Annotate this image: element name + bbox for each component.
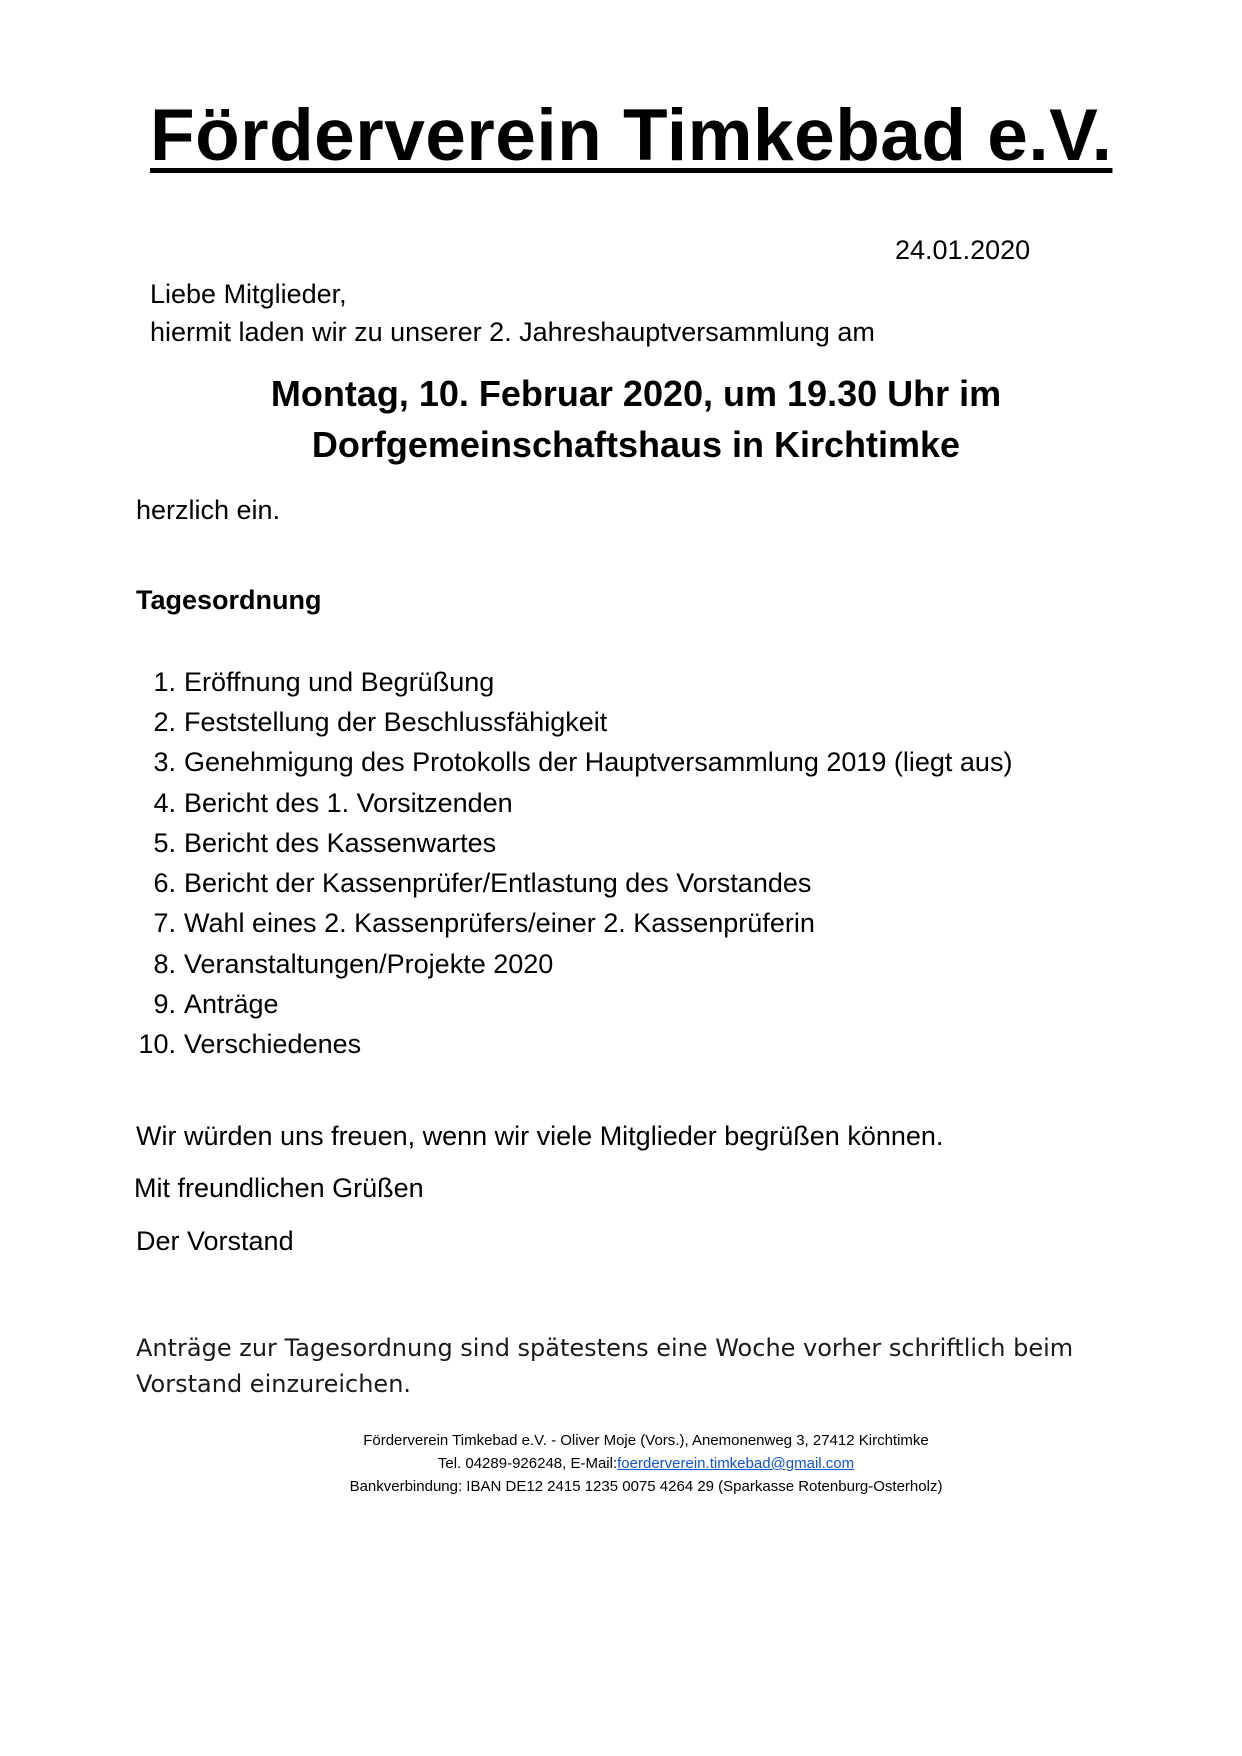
agenda-item: [130, 783, 1012, 823]
agenda-item-number: 1.: [153, 666, 176, 697]
agenda-item-text: Bericht des Kassenwartes: [184, 827, 497, 858]
agenda-item-text: Genehmigung des Protokolls der Hauptversammlung 2019 (liegt aus): [184, 747, 1013, 778]
submission-note: Anträge zur Tagesordnung sind spätestens eine Woche vorher schriftlich beim Vorstand einzureichen.: [136, 1334, 1074, 1398]
agenda-item-number: 8.: [153, 948, 176, 979]
agenda-item-number: 4.: [153, 787, 176, 818]
event-location-line: Dorfgemeinschaftshaus in Kirchtimke: [311, 424, 961, 465]
greeting: Liebe Mitglieder,: [150, 279, 347, 309]
agenda-item-text: Bericht der Kassenprüfer/Entlastung des Vorstandes: [184, 868, 812, 899]
agenda-item-text: Bericht des 1. Vorsitzenden: [184, 787, 513, 818]
agenda-item-number: 7.: [153, 908, 176, 939]
email-link[interactable]: foerderverein.timkebad@gmail.com: [617, 1455, 855, 1472]
letter-date: 24.01.2020: [895, 235, 1031, 265]
agenda-item-text: Feststellung der Beschlussfähigkeit: [184, 706, 608, 737]
page-title: Förderverein Timkebad e.V.: [150, 95, 1113, 176]
agenda-list: [130, 662, 1012, 1065]
agenda-item-text: Verschiedenes: [184, 1029, 362, 1060]
footer-contact: [0, 1452, 1242, 1475]
agenda-item-number: 6.: [153, 868, 176, 899]
agenda-item: [130, 904, 1012, 944]
agenda-item: [130, 702, 1012, 742]
agenda-item: [130, 743, 1012, 783]
agenda-item-number: 5.: [153, 827, 176, 858]
agenda-item-text: Anträge: [184, 989, 279, 1020]
agenda-item: [130, 944, 1012, 984]
agenda-item-number: 9.: [153, 989, 176, 1020]
agenda-item-text: Eröffnung und Begrüßung: [184, 666, 495, 697]
agenda-item: [130, 823, 1012, 863]
event-date-line: Montag, 10. Februar 2020, um 19.30 Uhr im: [270, 373, 1002, 414]
invite-close: herzlich ein.: [136, 495, 281, 525]
footer-address: Förderverein Timkebad e.V. - Oliver Moje (Vors.), Anemonenweg 3, 27412 Kirchtimke: [363, 1432, 929, 1449]
agenda-item: [130, 1025, 1012, 1065]
agenda-item: [130, 984, 1012, 1024]
signature: Der Vorstand: [136, 1226, 294, 1256]
agenda-item: [130, 662, 1012, 702]
footer-bank: Bankverbindung: IBAN DE12 2415 1235 0075 4264 29 (Sparkasse Rotenburg-Osterholz): [349, 1478, 943, 1495]
salutation: Mit freundlichen Grüßen: [134, 1173, 424, 1203]
footer-phone-label: Tel. 04289-926248, E-Mail:: [437, 1455, 618, 1472]
agenda-item-number: 10.: [138, 1029, 176, 1060]
agenda-heading: Tagesordnung: [136, 585, 322, 615]
intro-text: hiermit laden wir zu unserer 2. Jahreshauptversammlung am: [150, 317, 875, 347]
agenda-item-number: 2.: [153, 706, 176, 737]
agenda-item-text: Wahl eines 2. Kassenprüfers/einer 2. Kassenprüferin: [184, 908, 815, 939]
closing-sentence: Wir würden uns freuen, wenn wir viele Mitglieder begrüßen können.: [136, 1121, 944, 1151]
agenda-item: [130, 863, 1012, 903]
agenda-item-text: Veranstaltungen/Projekte 2020: [184, 948, 554, 979]
agenda-item-number: 3.: [153, 747, 176, 778]
